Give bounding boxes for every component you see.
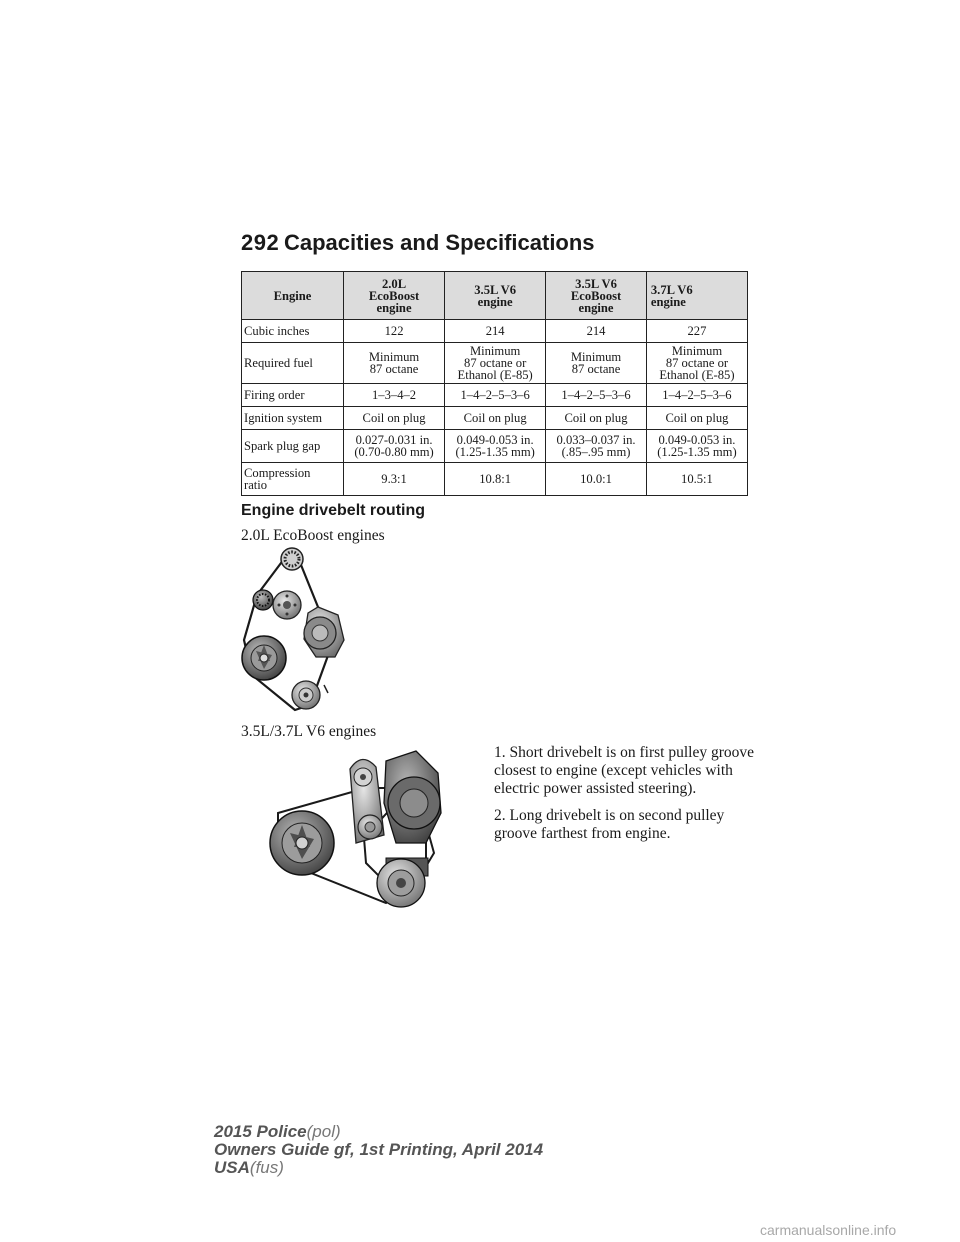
table-cell: 122 (344, 320, 445, 343)
row-label: Spark plug gap (242, 430, 344, 463)
table-row (242, 463, 748, 496)
footer-model-code: (pol) (306, 1122, 341, 1141)
footer-line-1 (214, 1123, 543, 1141)
drivebelt-notes (494, 744, 759, 852)
table-cell: 0.049-0.053 in. (1.25-1.35 mm) (445, 430, 546, 463)
header-engine: Engine (242, 272, 344, 320)
table-cell: Minimum 87 octane (344, 343, 445, 384)
table-cell: 1–4–2–5–3–6 (646, 384, 747, 407)
header-35-v6: 3.5L V6 engine (445, 272, 546, 320)
drivebelt-diagram-35-37-v6 (266, 743, 446, 911)
table-row (242, 343, 748, 384)
table-cell: 9.3:1 (344, 463, 445, 496)
table-cell: 10.8:1 (445, 463, 546, 496)
table-cell: Coil on plug (344, 407, 445, 430)
note-long-drivebelt: 2. Long drivebelt is on second pulley groove farthest from engine. (494, 807, 725, 842)
table-row (242, 320, 748, 343)
table-header-row (242, 272, 748, 320)
table-cell: Coil on plug (646, 407, 747, 430)
watermark: carmanualsonline.info (760, 1222, 897, 1238)
row-label: Firing order (242, 384, 344, 407)
footer-guide: Owners Guide gf, 1st Printing, April 2014 (214, 1140, 544, 1159)
footer-model: 2015 Police (214, 1122, 307, 1141)
header-37-v6: 3.7L V6 engine (646, 272, 747, 320)
table-cell: Coil on plug (445, 407, 546, 430)
footer-line-3 (214, 1159, 543, 1177)
footer-line-2 (214, 1141, 543, 1159)
table-cell: 10.0:1 (546, 463, 647, 496)
table-cell: 0.033–0.037 in. (.85–.95 mm) (546, 430, 647, 463)
table-cell: Minimum 87 octane (546, 343, 647, 384)
table-row (242, 430, 748, 463)
table-cell: 214 (445, 320, 546, 343)
subheading-35-37-v6: 3.5L/3.7L V6 engines (241, 723, 377, 740)
table-cell: Minimum 87 octane or Ethanol (E-85) (445, 343, 546, 384)
row-label: Compression ratio (242, 463, 344, 496)
table-cell: 0.027-0.031 in. (0.70-0.80 mm) (344, 430, 445, 463)
header-35-v6-ecoboost: 3.5L V6 EcoBoost engine (546, 272, 647, 320)
table-cell: Minimum 87 octane or Ethanol (E-85) (646, 343, 747, 384)
table-cell: 1–4–2–5–3–6 (445, 384, 546, 407)
engine-spec-table (241, 271, 748, 496)
footer-region-code: (fus) (249, 1158, 284, 1177)
table-cell: 214 (546, 320, 647, 343)
page-number: 292 (241, 230, 280, 255)
page-title: Capacities and Specifications (284, 230, 595, 255)
footer-region: USA (214, 1158, 250, 1177)
table-row (242, 407, 748, 430)
row-label: Required fuel (242, 343, 344, 384)
table-cell: Coil on plug (546, 407, 647, 430)
table-cell: 10.5:1 (646, 463, 747, 496)
note-short-drivebelt: 1. Short drivebelt is on first pulley groove closest to engine (except vehicles with electric power assisted steering). (494, 744, 755, 797)
table-row (242, 384, 748, 407)
table-cell: 1–3–4–2 (344, 384, 445, 407)
table-cell: 0.049-0.053 in. (1.25-1.35 mm) (646, 430, 747, 463)
footer (214, 1123, 543, 1177)
table-cell: 227 (646, 320, 747, 343)
header-20-ecoboost: 2.0L EcoBoost engine (344, 272, 445, 320)
subheading-20-ecoboost: 2.0L EcoBoost engines (241, 527, 385, 544)
section-heading: Engine drivebelt routing (241, 502, 426, 519)
row-label: Ignition system (242, 407, 344, 430)
drivebelt-diagram-20-ecoboost (240, 545, 350, 717)
table-cell: 1–4–2–5–3–6 (546, 384, 647, 407)
row-label: Cubic inches (242, 320, 344, 343)
